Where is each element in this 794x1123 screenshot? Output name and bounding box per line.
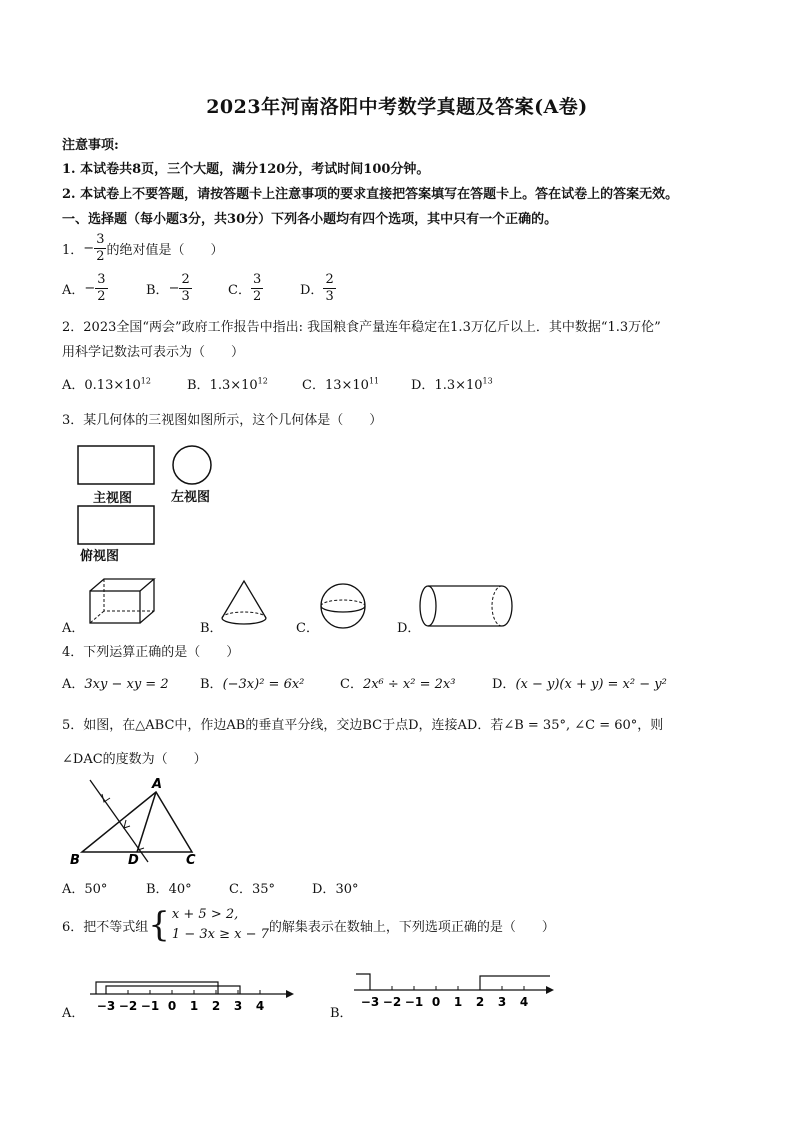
section-heading: 一、选择题（每小题3分，共30分）下列各小题均有四个选项，其中只有一个正确的。: [62, 212, 558, 227]
option-fraction: [323, 272, 335, 305]
left-view-circle: [173, 446, 211, 484]
front-view-rect: [78, 446, 154, 484]
option-label: B．: [146, 882, 169, 897]
question-6-option-b-label[interactable]: B．: [330, 1006, 353, 1021]
question-3-stem: 3．某几何体的三视图如图所示，这个几何体是（ ）: [62, 413, 383, 428]
arc-mark-middle: [124, 820, 130, 828]
question-5-option-d[interactable]: [312, 878, 358, 897]
tick-label: −3: [96, 999, 116, 1013]
triangle-abc: [82, 792, 192, 852]
question-5-line-2: ∠DAC的度数为（ ）: [62, 752, 207, 767]
tick-label: 4: [255, 999, 265, 1013]
numerator: 2: [181, 272, 190, 287]
numerator: 3: [96, 232, 105, 247]
option-expression: (−3x)² = 6x²: [222, 677, 305, 692]
option-value: 30°: [335, 882, 359, 897]
minus-sign: −: [83, 241, 95, 256]
point-b-label: B: [70, 853, 80, 866]
tick-label: 0: [431, 995, 441, 1009]
question-5-line-1: 5．如图，在△ABC中，作边AB的垂直平分线，交边BC于点D，连接AD．若∠B = 35°, ∠C = 60°，则: [62, 718, 664, 733]
tick-label: −1: [140, 999, 160, 1013]
notice-item-1: 1. 本试卷共8页，三个大题，满分120分，考试时间100分钟。: [62, 162, 430, 177]
question-5-option-b[interactable]: [146, 878, 192, 897]
option-label: A．: [62, 882, 85, 897]
left-view-label: 左视图: [171, 490, 211, 505]
option-label: A．: [62, 378, 85, 393]
fraction: [94, 232, 106, 265]
option-base: 13×10: [324, 378, 369, 393]
cone-icon: [218, 578, 270, 628]
page-title: 2023年河南洛阳中考数学真题及答案(A卷): [206, 96, 588, 118]
question-1-option-c[interactable]: [228, 272, 263, 305]
notice-heading: 注意事项:: [62, 138, 119, 153]
option-label: D．: [312, 882, 336, 897]
question-3-option-d-label[interactable]: D．: [397, 621, 421, 636]
question-2-option-d[interactable]: [411, 374, 493, 393]
notice-item-2: 2. 本试卷上不要答题，请按答题卡上注意事项的要求直接把答案填写在答题卡上。答在试卷上的答案无效。: [62, 187, 679, 202]
option-value: 50°: [84, 882, 108, 897]
tick-label: −1: [404, 995, 424, 1009]
system-brace: {: [148, 905, 170, 945]
question-4-option-c[interactable]: [340, 673, 455, 692]
inequality-system: [172, 905, 269, 945]
question-1-option-b[interactable]: [146, 272, 192, 305]
option-label: A．: [62, 677, 85, 692]
solution-ray-right: [480, 976, 550, 990]
tick-label: 1: [189, 999, 199, 1013]
question-5-option-a[interactable]: [62, 878, 107, 897]
question-3-option-a-label[interactable]: A．: [62, 621, 85, 636]
triangle-figure: [66, 776, 206, 866]
numerator: 3: [97, 272, 106, 287]
denominator: 2: [97, 289, 106, 304]
question-4-option-a[interactable]: [62, 673, 169, 692]
option-label: B．: [146, 283, 169, 298]
point-a-label: A: [152, 777, 163, 792]
sphere-icon: [316, 583, 370, 631]
question-2-option-a[interactable]: [62, 374, 151, 393]
tick-label: 2: [211, 999, 221, 1013]
option-label: C．: [228, 283, 251, 298]
question-4-stem: 4．下列运算正确的是（ ）: [62, 645, 240, 660]
option-exponent: 12: [257, 376, 268, 386]
question-2-option-b[interactable]: [187, 374, 268, 393]
cuboid-icon: [86, 575, 158, 627]
point-c-label: C: [186, 853, 196, 866]
option-value: 40°: [168, 882, 192, 897]
option-expression: 2x⁶ ÷ x² = 2x³: [362, 677, 456, 692]
option-label: C．: [340, 677, 363, 692]
tick-label: 0: [167, 999, 177, 1013]
tick-label: −3: [360, 995, 380, 1009]
tick-label: 3: [233, 999, 243, 1013]
option-sign: −: [84, 281, 96, 296]
option-base: 0.13×10: [84, 378, 141, 393]
question-6-option-a-label[interactable]: A．: [62, 1006, 85, 1021]
question-3-option-b-label[interactable]: B．: [200, 621, 223, 636]
option-fraction: [95, 272, 107, 305]
question-5-option-c[interactable]: [229, 878, 275, 897]
option-label: D．: [411, 378, 435, 393]
numerator: 3: [252, 272, 262, 287]
option-exponent: 13: [482, 376, 493, 386]
tick-label: 2: [475, 995, 485, 1009]
tick-label: 1: [453, 995, 463, 1009]
option-exponent: 11: [368, 376, 380, 386]
question-4-option-d[interactable]: [492, 673, 667, 692]
cylinder-icon: [418, 584, 518, 630]
option-expression: (x − y)(x + y) = x² − y²: [515, 677, 667, 692]
point-d-label: D: [128, 853, 139, 866]
denominator: 2: [96, 249, 105, 264]
front-view-label: 主视图: [93, 491, 133, 506]
option-label: B．: [187, 378, 210, 393]
top-view-label: 俯视图: [80, 549, 120, 564]
option-label: C．: [302, 378, 325, 393]
denominator: 3: [325, 289, 334, 304]
question-2-line-1: 2．2023全国“两会”政府工作报告中指出: 我国粮食产量连年稳定在1.3万亿斤以上．其中数据“1.3万伦”: [62, 320, 661, 335]
inequality-2: 1 − 3x ≥ x − 7: [171, 927, 269, 942]
option-label: B．: [200, 677, 223, 692]
stem-text: 的绝对值是（ ）: [106, 243, 224, 258]
option-label: D．: [492, 677, 516, 692]
option-label: C．: [229, 882, 252, 897]
question-1-option-a[interactable]: [62, 272, 108, 305]
question-2-option-c[interactable]: [302, 374, 379, 393]
tick-label: −2: [382, 995, 402, 1009]
arc-mark-top: [102, 794, 110, 802]
option-fraction: [179, 272, 191, 305]
denominator: 2: [252, 289, 262, 304]
stem-suffix: 的解集表示在数轴上，下列选项正确的是（ ）: [268, 919, 555, 935]
question-number: 1．: [62, 243, 84, 258]
numerator: 2: [325, 272, 334, 287]
denominator: 3: [181, 289, 190, 304]
option-sign: −: [168, 281, 180, 296]
option-label: A．: [62, 283, 85, 298]
solution-bracket-1: [96, 982, 218, 994]
tick-label: −2: [118, 999, 138, 1013]
tick-label: 3: [497, 995, 507, 1009]
option-base: 1.3×10: [434, 378, 483, 393]
tick-label: 4: [519, 995, 529, 1009]
option-base: 1.3×10: [209, 378, 258, 393]
stem-prefix: 6．把不等式组: [62, 919, 149, 935]
inequality-1: x + 5 > 2,: [171, 907, 239, 922]
question-1-stem: [62, 232, 223, 265]
option-value: 35°: [251, 882, 275, 897]
question-4-option-b[interactable]: [200, 673, 304, 692]
option-label: D．: [300, 283, 324, 298]
number-line-b: [350, 966, 560, 1014]
question-1-option-d[interactable]: [300, 272, 336, 305]
number-line-a: [86, 972, 296, 1020]
question-6-stem: [62, 905, 555, 945]
question-3-option-c-label[interactable]: C．: [296, 621, 319, 636]
solution-ray-left: [356, 974, 370, 990]
question-2-line-2: 用科学记数法可表示为（ ）: [62, 345, 245, 360]
option-fraction: [251, 272, 263, 305]
option-expression: 3xy − xy = 2: [84, 677, 169, 692]
option-exponent: 12: [140, 376, 151, 386]
solution-bracket-2: [106, 986, 240, 994]
top-view-rect: [78, 506, 154, 544]
